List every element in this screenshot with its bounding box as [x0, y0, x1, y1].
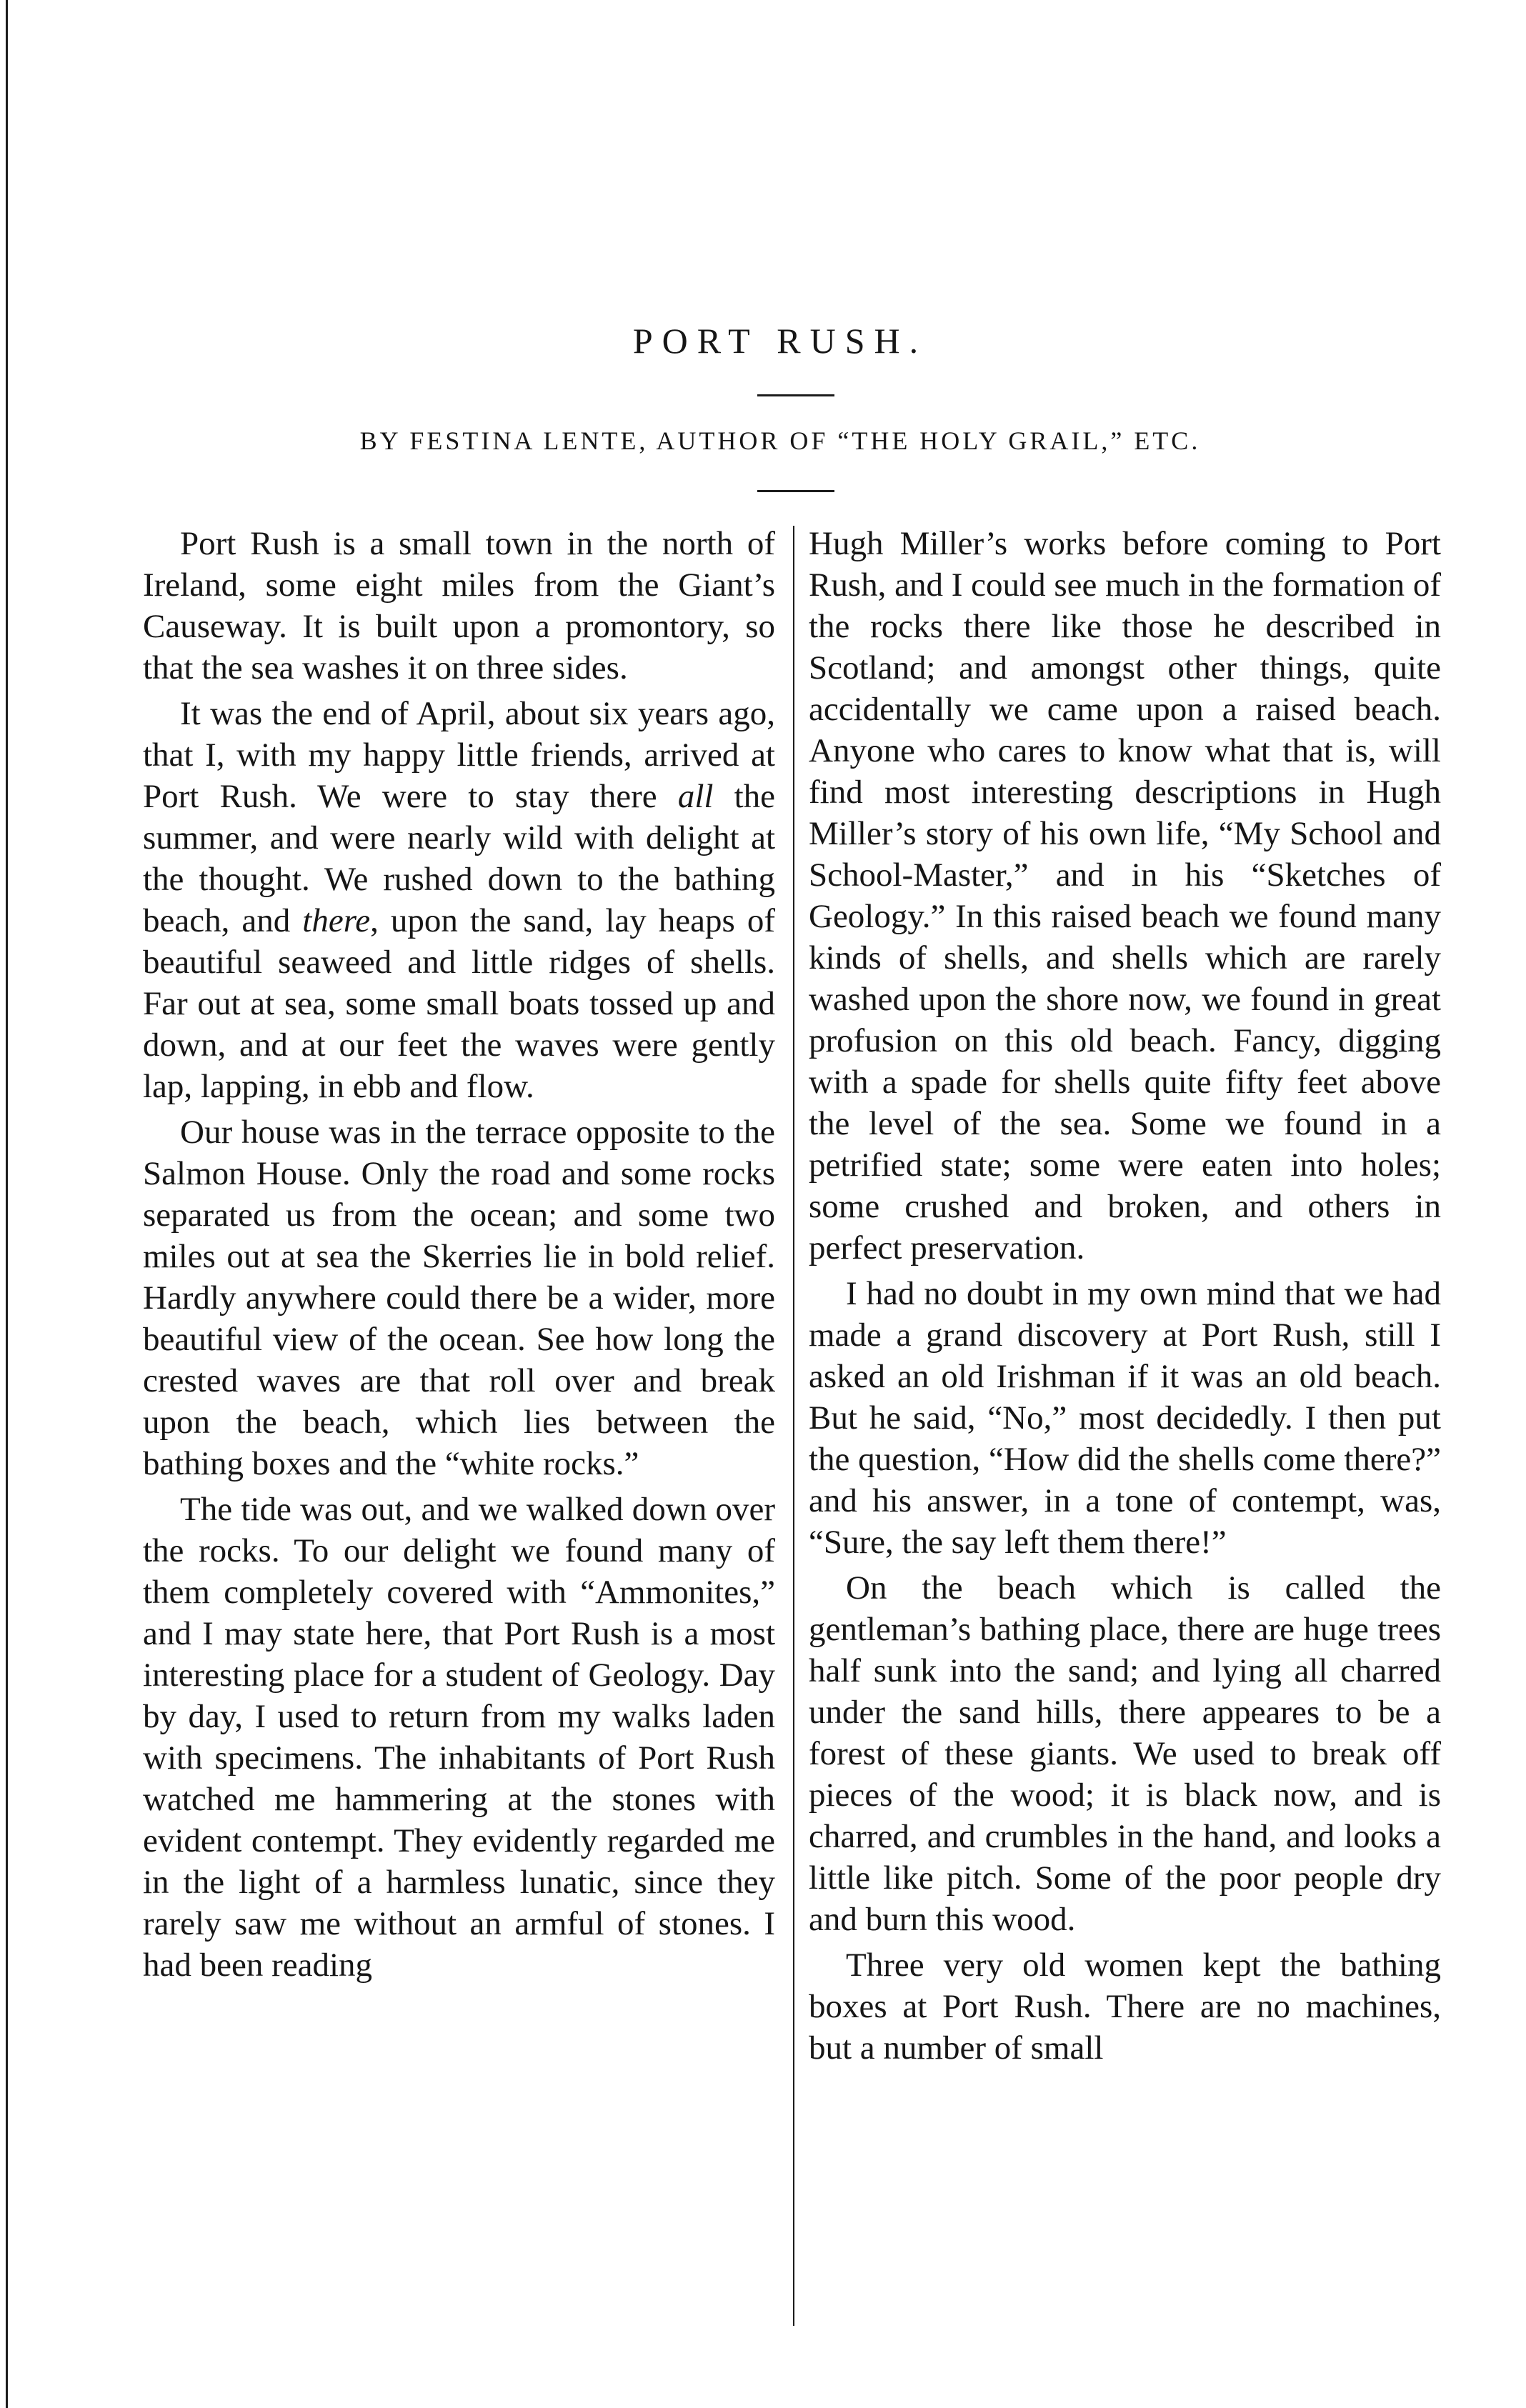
paragraph-3: Our house was in the terrace opposite to the Salmon House. Only the road and some rocks separated us from the ocean; and some two miles out at sea the Skerries lie in bold relief. Hardly anywhere could there be a wider, more beautiful view of the ocean. See how long the crested waves are that roll over and break upon the beach, which lies between the bathing boxes and the “white rocks.” — [143, 1114, 775, 1482]
paragraph-2-emphasis-all: all — [677, 778, 714, 815]
column-divider — [793, 526, 794, 2326]
paragraph-2-text-c: , upon the sand, lay heaps of beautiful seaweed and little ridges of shells. Far out at sea, some small boats tossed up and down, and at our feet the waves were gently lap, lapping, in ebb and flow. — [143, 902, 775, 1105]
title-rule — [757, 394, 834, 396]
paragraph-2-text-a: It was the end of April, about six years ago, that I, with my happy little friends, arrived at Port Rush. We were to stay there — [143, 695, 775, 815]
article-byline: BY FESTINA LENTE, AUTHOR OF “THE HOLY GRAIL,” ETC. — [359, 426, 1201, 455]
paragraph-7: On the beach which is called the gentleman’s bathing place, there are huge trees half sunk into the sand; and lying all charred under the sand hills, there appeares to be a forest of these giants. We used to break off pieces of the wood; it is black now, and is charred, and crumbles in the hand, and looks a little like pitch. Some of the poor people dry and burn this wood. — [809, 1569, 1441, 1938]
paragraph-2 — [143, 693, 775, 1107]
right-column — [809, 523, 1441, 2073]
article-title: PORT RUSH. — [632, 321, 928, 361]
paragraph-8: Three very old women kept the bathing boxes at Port Rush. There are no machines, but a number of small — [809, 1947, 1441, 2067]
paragraph-2-text-b: the summer, and were nearly wild with delight at the thought. We rushed down to the bathing beach, and — [143, 778, 775, 939]
paragraph-2-emphasis-there: there — [302, 902, 371, 939]
byline-rule — [757, 490, 834, 492]
paragraph-5: Hugh Miller’s works before coming to Port Rush, and I could see much in the formation of the rocks there like those he described in Scotland; and amongst other things, quite accidentally we came upon a raised beach. Anyone who cares to know what that is, will find most interesting descriptions in Hugh Miller’s story of his own life, “My School and School-Master,” and in his “Sketches of Geology.” In this raised beach we found many kinds of shells, and shells which are rarely washed upon the shore now, we found in great profusion on this old beach. Fancy, digging with a spade for shells quite fifty feet above the level of the sea. Some we found in a petrified state; some were eaten into holes; some crushed and broken, and others in perfect preservation. — [809, 525, 1441, 1267]
paragraph-6: I had no doubt in my own mind that we had made a grand discovery at Port Rush, still I asked an old Irishman if it was an old beach. But he said, “No,” most decidedly. I then put the question, “How did the shells come there?” and his answer, in a tone of contempt, was, “Sure, the say left them there!” — [809, 1275, 1441, 1561]
paragraph-4: The tide was out, and we walked down over the rocks. To our delight we found many of them completely covered with “Ammonites,” and I may state here, that Port Rush is a most interesting place for a student of Geology. Day by day, I used to return from my walks laden with specimens. The inhabitants of Port Rush watched me hammering at the stones with evident contempt. They evidently regarded me in the light of a harmless lunatic, since they rarely saw me without an armful of stones. I had been reading — [143, 1491, 775, 1984]
paragraph-1: Port Rush is a small town in the north of Ireland, some eight miles from the Giant’s Causeway. It is built upon a promontory, so that the sea washes it on three sides. — [143, 525, 775, 686]
left-column — [143, 523, 775, 1990]
